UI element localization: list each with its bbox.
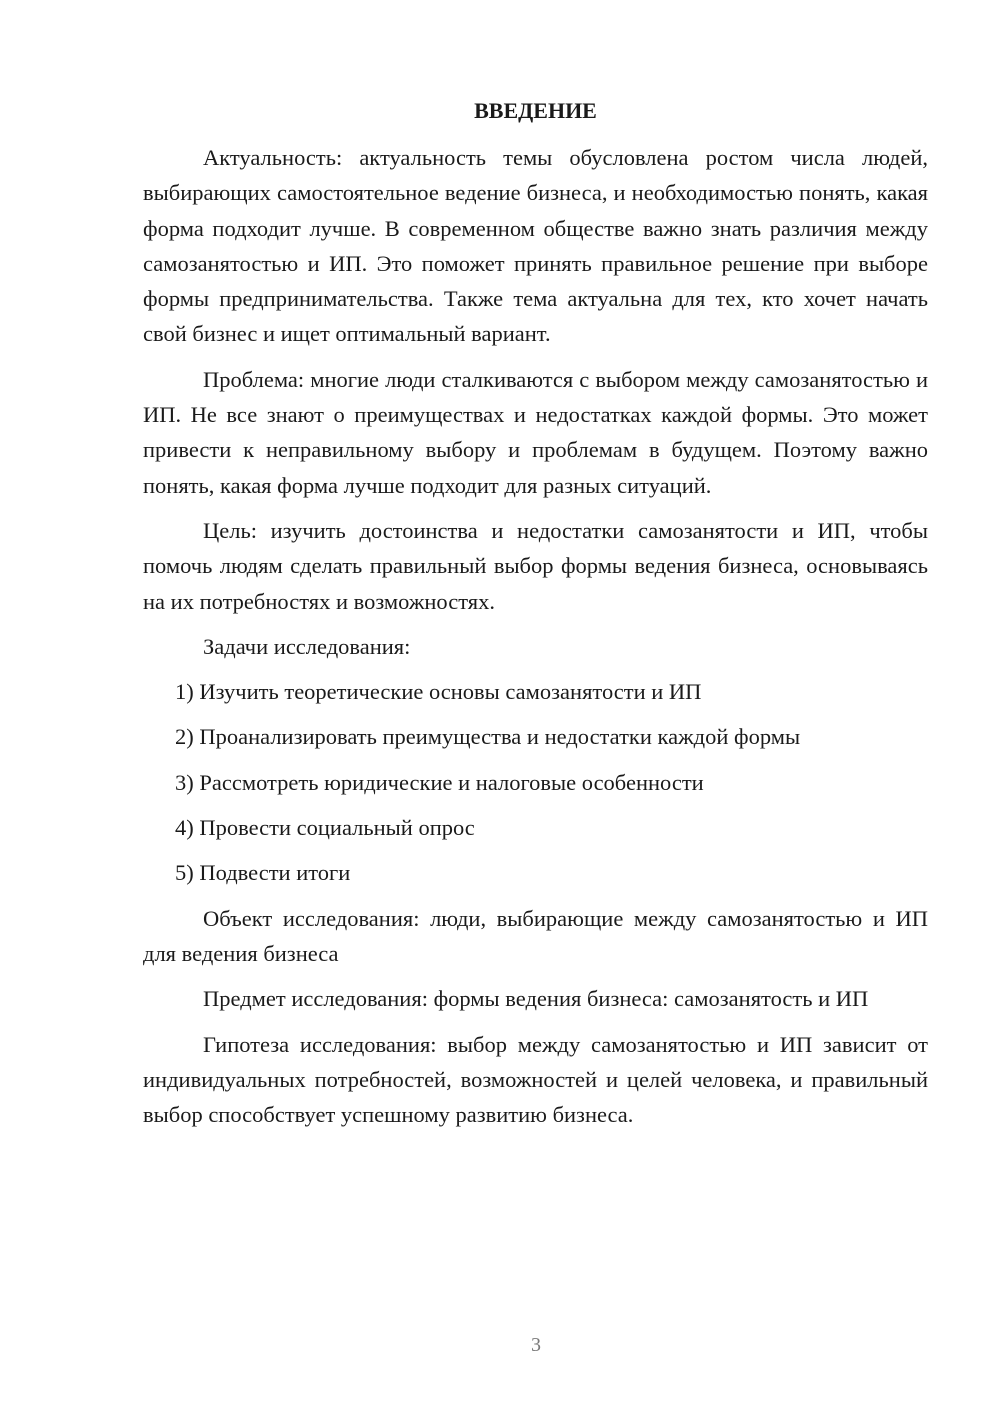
page-number: 3	[531, 1334, 541, 1356]
goal-paragraph: Цель: изучить достоинства и недостатки самозанятости и ИП, чтобы помочь людям сделать правильный выбор формы ведения бизнеса, основываясь на их потребностях и возможностях.	[143, 517, 928, 614]
subject-paragraph: Предмет исследования: формы ведения бизнеса: самозанятость и ИП	[203, 986, 869, 1012]
task-item: 4) Провести социальный опрос	[175, 815, 475, 841]
task-item: 3) Рассмотреть юридические и налоговые особенности	[175, 769, 704, 795]
problem-paragraph: Проблема: многие люди сталкиваются с выбором между самозанятостью и ИП. Не все знают о преимуществах и недостатках каждой формы. Это может привести к неправильному выбору и проблемам в будущем. Поэтому важно понять, какая форма лучше подходит для разных ситуаций.	[143, 366, 928, 498]
task-item: 2) Проанализировать преимущества и недостатки каждой формы	[175, 724, 801, 750]
task-item: 1) Изучить теоретические основы самозанятости и ИП	[175, 679, 702, 705]
tasks-heading: Задачи исследования:	[203, 633, 411, 659]
hypothesis-paragraph: Гипотеза исследования: выбор между самозанятостью и ИП зависит от индивидуальных потребностей, возможностей и целей человека, и правильный выбор способствует успешному развитию бизнеса.	[143, 1031, 928, 1128]
page-title: ВВЕДЕНИЕ	[474, 98, 597, 123]
relevance-paragraph: Актуальность: актуальность темы обусловлена ростом числа людей, выбирающих самостоятельное ведение бизнеса, и необходимостью понять, какая форма подходит лучше. В современном обществе важно знать различия между самозанятостью и ИП. Это поможет принять правильное решение при выборе формы предпринимательства. Также тема актуальна для тех, кто хочет начать свой бизнес и ищет оптимальный вариант.	[143, 145, 928, 347]
object-paragraph: Объект исследования: люди, выбирающие между самозанятостью и ИП для ведения бизнеса	[143, 905, 928, 966]
tasks-list	[143, 674, 928, 890]
task-item: 5) Подвести итоги	[175, 860, 351, 886]
document-page	[143, 96, 928, 1142]
